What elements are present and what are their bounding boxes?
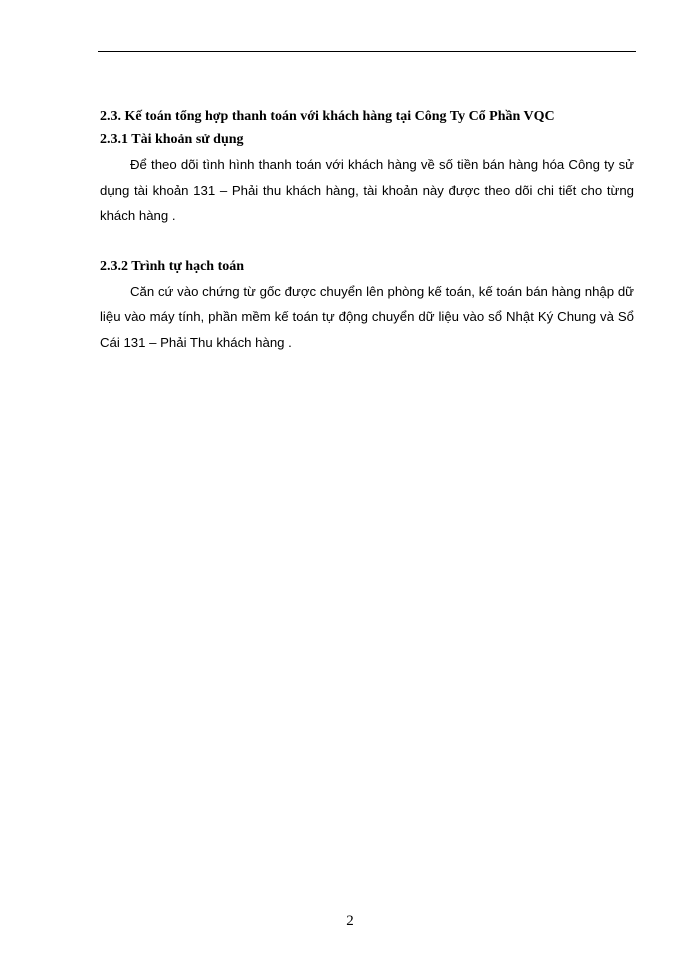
subsection-paragraph-account: Để theo dõi tình hình thanh toán với khách hàng về số tiền bán hàng hóa Công ty sử dụng tài khoản 131 – Phải thu khách hàng, tài khoản này được theo dõi chi tiết cho từng khách hàng . — [100, 157, 634, 223]
subsection-heading-procedure: 2.3.2 Trình tự hạch toán — [100, 258, 245, 274]
subsection-heading-account: 2.3.1 Tài khoản sử dụng — [100, 132, 244, 147]
page-number: 2 — [346, 913, 354, 929]
header-rule — [98, 51, 636, 52]
page-content — [100, 106, 634, 355]
subsection-paragraph-procedure: Căn cứ vào chứng từ gốc được chuyển lên phòng kế toán, kế toán bán hàng nhập dữ liệu vào máy tính, phần mềm kế toán tự động chuyển dữ liệu vào sổ Nhật Ký Chung và Sổ Cái 131 – Phải Thu khách hàng . — [100, 283, 634, 350]
section-heading: 2.3. Kế toán tổng hợp thanh toán với khách hàng tại Công Ty Cổ Phần VQC — [100, 109, 555, 124]
paragraph-spacer — [100, 229, 634, 255]
